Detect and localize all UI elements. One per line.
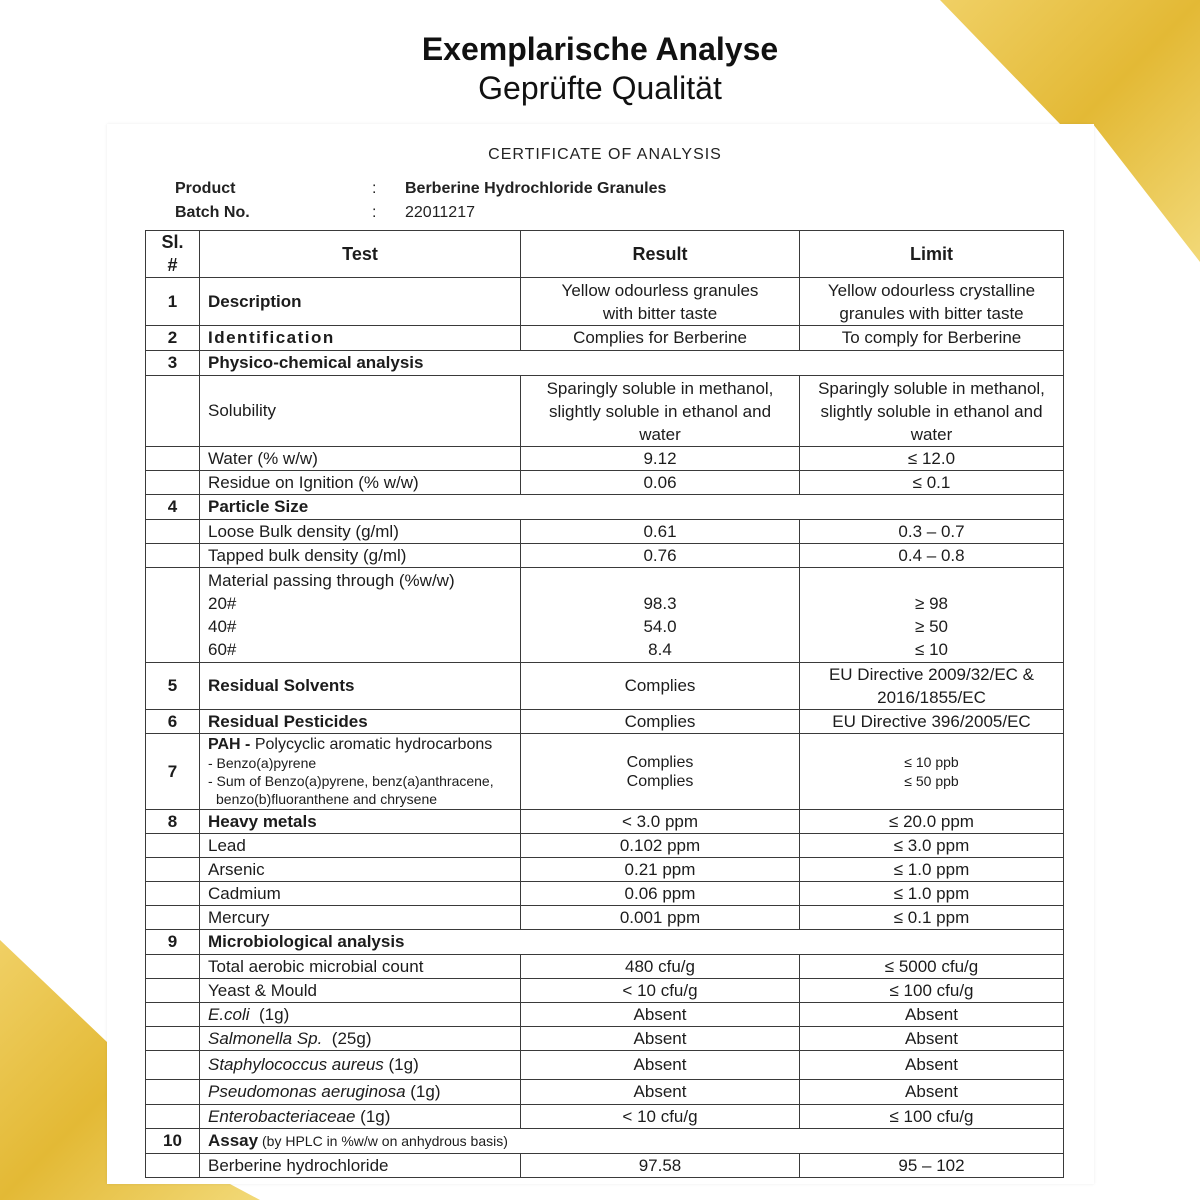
table-row	[146, 955, 1064, 979]
test-limit: ≤ 5000 cfu/g	[800, 955, 1064, 979]
test-result: 97.58	[521, 1154, 800, 1178]
test-limit: 0.4 – 0.8	[800, 544, 1064, 568]
row-number: 8	[146, 810, 200, 834]
table-section-row	[146, 351, 1064, 376]
test-name: Berberine hydrochloride	[200, 1154, 521, 1178]
header-test: Test	[200, 231, 521, 278]
test-result: < 10 cfu/g	[521, 979, 800, 1003]
row-number: 5	[146, 663, 200, 710]
test-name: Cadmium	[200, 882, 521, 906]
test-name: Material passing through (%w/w) 20# 40# 60#	[200, 568, 521, 663]
table-row	[146, 1105, 1064, 1129]
section-title: Microbiological analysis	[200, 930, 1064, 955]
test-result: Absent	[521, 1003, 800, 1027]
table-row	[146, 1154, 1064, 1178]
table-row	[146, 882, 1064, 906]
test-name: Yeast & Mould	[200, 979, 521, 1003]
batch-separator: :	[372, 204, 377, 221]
test-limit: ≤ 20.0 ppm	[800, 810, 1064, 834]
row-number: 2	[146, 326, 200, 351]
table-row	[146, 906, 1064, 930]
test-result: Yellow odourless granules with bitter taste	[521, 278, 800, 326]
test-name: Pseudomonas aeruginosa (1g)	[200, 1080, 521, 1105]
test-name: Mercury	[200, 906, 521, 930]
test-result: 0.102 ppm	[521, 834, 800, 858]
test-limit: ≥ 98 ≥ 50 ≤ 10	[800, 568, 1064, 663]
table-row	[146, 520, 1064, 544]
product-value: Berberine Hydrochloride Granules	[405, 180, 667, 197]
test-limit: 0.3 – 0.7	[800, 520, 1064, 544]
test-limit: Absent	[800, 1027, 1064, 1051]
row-number: 10	[146, 1129, 200, 1154]
section-title: Particle Size	[200, 495, 1064, 520]
table-section-row	[146, 495, 1064, 520]
test-name: E.coli (1g)	[200, 1003, 521, 1027]
test-result: Complies	[521, 710, 800, 734]
table-row	[146, 447, 1064, 471]
test-result: 0.001 ppm	[521, 906, 800, 930]
test-limit: Yellow odourless crystalline granules with bitter taste	[800, 278, 1064, 326]
table-row	[146, 979, 1064, 1003]
table-row	[146, 1080, 1064, 1105]
test-name: Identification	[200, 326, 521, 351]
table-row	[146, 858, 1064, 882]
test-result: < 10 cfu/g	[521, 1105, 800, 1129]
test-result: Complies Complies	[521, 734, 800, 810]
heading-subtitle: Geprüfte Qualität	[478, 70, 722, 106]
table-section-row	[146, 1129, 1064, 1154]
section-title: Physico-chemical analysis	[200, 351, 1064, 376]
test-limit: ≤ 12.0	[800, 447, 1064, 471]
test-result: 0.61	[521, 520, 800, 544]
test-result: Complies for Berberine	[521, 326, 800, 351]
test-result: Sparingly soluble in methanol, slightly soluble in ethanol and water	[521, 376, 800, 447]
row-number: 7	[146, 734, 200, 810]
test-name: Tapped bulk density (g/ml)	[200, 544, 521, 568]
batch-value: 22011217	[405, 204, 475, 221]
test-result: Absent	[521, 1027, 800, 1051]
row-number: 4	[146, 495, 200, 520]
table-row	[146, 710, 1064, 734]
test-limit: Absent	[800, 1003, 1064, 1027]
test-limit: ≤ 0.1 ppm	[800, 906, 1064, 930]
test-name: Residue on Ignition (% w/w)	[200, 471, 521, 495]
row-number: 1	[146, 278, 200, 326]
test-limit: ≤ 100 cfu/g	[800, 979, 1064, 1003]
test-result: 480 cfu/g	[521, 955, 800, 979]
table-row	[146, 810, 1064, 834]
product-separator: :	[372, 180, 377, 197]
product-label: Product	[175, 180, 236, 197]
table-row	[146, 663, 1064, 710]
table-row	[146, 376, 1064, 447]
analysis-table	[145, 230, 1064, 1178]
table-row	[146, 544, 1064, 568]
test-name: Staphylococcus aureus (1g)	[200, 1051, 521, 1080]
table-row	[146, 834, 1064, 858]
test-limit: ≤ 100 cfu/g	[800, 1105, 1064, 1129]
test-result: 0.06 ppm	[521, 882, 800, 906]
test-name: Water (% w/w)	[200, 447, 521, 471]
table-row	[146, 1027, 1064, 1051]
test-limit: ≤ 0.1	[800, 471, 1064, 495]
test-limit: ≤ 1.0 ppm	[800, 882, 1064, 906]
test-limit: To comply for Berberine	[800, 326, 1064, 351]
test-limit: Absent	[800, 1080, 1064, 1105]
header-sl: Sl. #	[146, 231, 200, 278]
test-limit: Absent	[800, 1051, 1064, 1080]
test-limit: Sparingly soluble in methanol, slightly soluble in ethanol and water	[800, 376, 1064, 447]
test-name: Heavy metals	[200, 810, 521, 834]
header-limit: Limit	[800, 231, 1064, 278]
test-name: Salmonella Sp. (25g)	[200, 1027, 521, 1051]
header-result: Result	[521, 231, 800, 278]
page-heading	[0, 30, 1200, 108]
test-name: Total aerobic microbial count	[200, 955, 521, 979]
test-name: PAH - Polycyclic aromatic hydrocarbons - Benzo(a)pyrene - Sum of Benzo(a)pyrene, benz(a)anthracene, benzo(b)fluoranthene and chrysene	[200, 734, 521, 810]
test-name: Arsenic	[200, 858, 521, 882]
table-row	[146, 568, 1064, 663]
table-row	[146, 734, 1064, 810]
table-row	[146, 471, 1064, 495]
test-result: Absent	[521, 1051, 800, 1080]
section-title: Assay (by HPLC in %w/w on anhydrous basis)	[200, 1129, 1064, 1154]
test-result: < 3.0 ppm	[521, 810, 800, 834]
test-limit: EU Directive 2009/32/EC & 2016/1855/EC	[800, 663, 1064, 710]
table-row	[146, 278, 1064, 326]
test-limit: EU Directive 396/2005/EC	[800, 710, 1064, 734]
test-result: Absent	[521, 1080, 800, 1105]
test-name: Solubility	[200, 376, 521, 447]
test-result: Complies	[521, 663, 800, 710]
table-section-row	[146, 930, 1064, 955]
heading-title: Exemplarische Analyse	[421, 31, 779, 67]
test-result: 0.76	[521, 544, 800, 568]
row-number: 9	[146, 930, 200, 955]
table-row	[146, 1051, 1064, 1080]
test-name: Loose Bulk density (g/ml)	[200, 520, 521, 544]
table-row	[146, 326, 1064, 351]
table-row	[146, 1003, 1064, 1027]
table-header-row	[146, 231, 1064, 278]
test-result: 9.12	[521, 447, 800, 471]
batch-label: Batch No.	[175, 204, 250, 221]
test-limit: 95 – 102	[800, 1154, 1064, 1178]
test-limit: ≤ 1.0 ppm	[800, 858, 1064, 882]
row-number: 6	[146, 710, 200, 734]
test-name: Residual Pesticides	[200, 710, 521, 734]
test-result: 98.3 54.0 8.4	[521, 568, 800, 663]
test-name: Enterobacteriaceae (1g)	[200, 1105, 521, 1129]
test-name: Description	[200, 278, 521, 326]
test-result: 0.21 ppm	[521, 858, 800, 882]
test-result: 0.06	[521, 471, 800, 495]
test-limit: ≤ 3.0 ppm	[800, 834, 1064, 858]
row-number: 3	[146, 351, 200, 376]
test-name: Lead	[200, 834, 521, 858]
test-limit: ≤ 10 ppb ≤ 50 ppb	[800, 734, 1064, 810]
test-name: Residual Solvents	[200, 663, 521, 710]
certificate-title: CERTIFICATE OF ANALYSIS	[488, 146, 722, 163]
